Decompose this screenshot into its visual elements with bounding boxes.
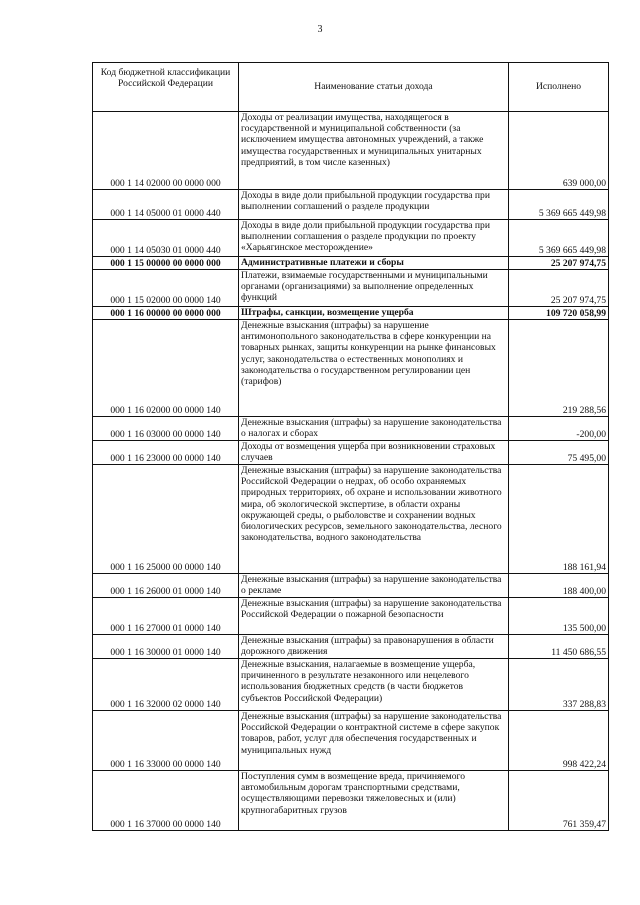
table-row [93, 635, 609, 659]
amount-cell: 639 000,00 [509, 112, 609, 190]
code-cell: 000 1 16 25000 00 0000 140 [93, 465, 239, 574]
code-cell: 000 1 16 26000 01 0000 140 [93, 574, 239, 598]
name-cell: Денежные взыскания (штрафы) за нарушение законодательства о налогах и сборах [239, 417, 509, 441]
code-cell: 000 1 16 00000 00 0000 000 [93, 307, 239, 320]
amount-cell: 998 422,24 [509, 711, 609, 771]
table-row [93, 270, 609, 307]
table-row [93, 771, 609, 831]
table-row [93, 441, 609, 465]
code-cell: 000 1 15 00000 00 0000 000 [93, 257, 239, 270]
code-cell: 000 1 16 02000 00 0000 140 [93, 320, 239, 417]
amount-cell: 11 450 686,55 [509, 635, 609, 659]
table-row [93, 320, 609, 417]
table-row [93, 711, 609, 771]
name-cell: Денежные взыскания (штрафы) за нарушение антимонопольного законодательства в сфере конкуренции на товарных рынках, защиты конкуренции на рынке финансовых услуг, законодательства о естественных монополиях и законодательства о государственном регулировании цен (тарифов) [239, 320, 509, 417]
code-cell: 000 1 14 05030 01 0000 440 [93, 220, 239, 257]
name-cell: Административные платежи и сборы [239, 257, 509, 270]
amount-cell: -200,00 [509, 417, 609, 441]
amount-cell: 337 288,83 [509, 659, 609, 711]
table-row [93, 574, 609, 598]
name-cell: Доходы от возмещения ущерба при возникновении страховых случаев [239, 441, 509, 465]
amount-cell: 188 400,00 [509, 574, 609, 598]
amount-cell: 219 288,56 [509, 320, 609, 417]
code-cell: 000 1 16 30000 01 0000 140 [93, 635, 239, 659]
header-name: Наименование статьи дохода [239, 63, 509, 112]
table-row [93, 598, 609, 635]
amount-cell: 5 369 665 449,98 [509, 190, 609, 220]
name-cell: Денежные взыскания (штрафы) за нарушение законодательства Российской Федерации о недрах, об особо охраняемых природных территориях, об охране и использовании животного мира, об экологической экспертизе, в области охраны окружающей среды, о рыболовстве и сохранении водных биологических ресурсов, земельного законодательства, лесного законодательства, водного законодательства [239, 465, 509, 574]
name-cell: Доходы в виде доли прибыльной продукции государства при выполнении соглашений о разделе продукции [239, 190, 509, 220]
page-number: 3 [317, 24, 323, 35]
name-cell: Штрафы, санкции, возмещение ущерба [239, 307, 509, 320]
table-row [93, 465, 609, 574]
code-cell: 000 1 15 02000 00 0000 140 [93, 270, 239, 307]
table-row [93, 417, 609, 441]
table-row [93, 190, 609, 220]
name-cell: Поступления сумм в возмещение вреда, причиняемого автомобильным дорогам транспортными средствами, осуществляющими перевозки тяжеловесных и (или) крупногабаритных грузов [239, 771, 509, 831]
amount-cell: 188 161,94 [509, 465, 609, 574]
code-cell: 000 1 14 05000 01 0000 440 [93, 190, 239, 220]
table-row [93, 307, 609, 320]
code-cell: 000 1 16 23000 00 0000 140 [93, 441, 239, 465]
table-row [93, 112, 609, 190]
name-cell: Доходы в виде доли прибыльной продукции государства при выполнении соглашения о разделе продукции по проекту «Харьягинское месторождение» [239, 220, 509, 257]
code-cell: 000 1 16 33000 00 0000 140 [93, 711, 239, 771]
code-cell: 000 1 14 02000 00 0000 000 [93, 112, 239, 190]
header-code: Код бюджетной классификации Российской Федерации [93, 63, 239, 112]
name-cell: Денежные взыскания (штрафы) за нарушение законодательства Российской Федерации о пожарной безопасности [239, 598, 509, 635]
code-cell: 000 1 16 32000 02 0000 140 [93, 659, 239, 711]
amount-cell: 5 369 665 449,98 [509, 220, 609, 257]
name-cell: Доходы от реализации имущества, находящегося в государственной и муниципальной собственности (за исключением имущества автономных учреждений, а также имущества государственных и муниципальных унитарных предприятий, в том числе казенных) [239, 112, 509, 190]
code-cell: 000 1 16 27000 01 0000 140 [93, 598, 239, 635]
code-cell: 000 1 16 03000 00 0000 140 [93, 417, 239, 441]
amount-cell: 135 500,00 [509, 598, 609, 635]
code-cell: 000 1 16 37000 00 0000 140 [93, 771, 239, 831]
name-cell: Денежные взыскания, налагаемые в возмещение ущерба, причиненного в результате незаконного или нецелевого использования бюджетных средств (в части бюджетов субъектов Российской Федерации) [239, 659, 509, 711]
table-row [93, 659, 609, 711]
name-cell: Денежные взыскания (штрафы) за нарушение законодательства о рекламе [239, 574, 509, 598]
header-amount: Исполнено [509, 63, 609, 112]
name-cell: Денежные взыскания (штрафы) за правонарушения в области дорожного движения [239, 635, 509, 659]
name-cell: Денежные взыскания (штрафы) за нарушение законодательства Российской Федерации о контрактной системе в сфере закупок товаров, работ, услуг для обеспечения государственных и муниципальных нужд [239, 711, 509, 771]
table-header-row [93, 63, 609, 112]
table-row [93, 220, 609, 257]
amount-cell: 25 207 974,75 [509, 270, 609, 307]
amount-cell: 109 720 058,99 [509, 307, 609, 320]
table-row [93, 257, 609, 270]
budget-revenue-table [92, 62, 609, 831]
amount-cell: 25 207 974,75 [509, 257, 609, 270]
amount-cell: 761 359,47 [509, 771, 609, 831]
name-cell: Платежи, взимаемые государственными и муниципальными органами (организациями) за выполнение определенных функций [239, 270, 509, 307]
amount-cell: 75 495,00 [509, 441, 609, 465]
